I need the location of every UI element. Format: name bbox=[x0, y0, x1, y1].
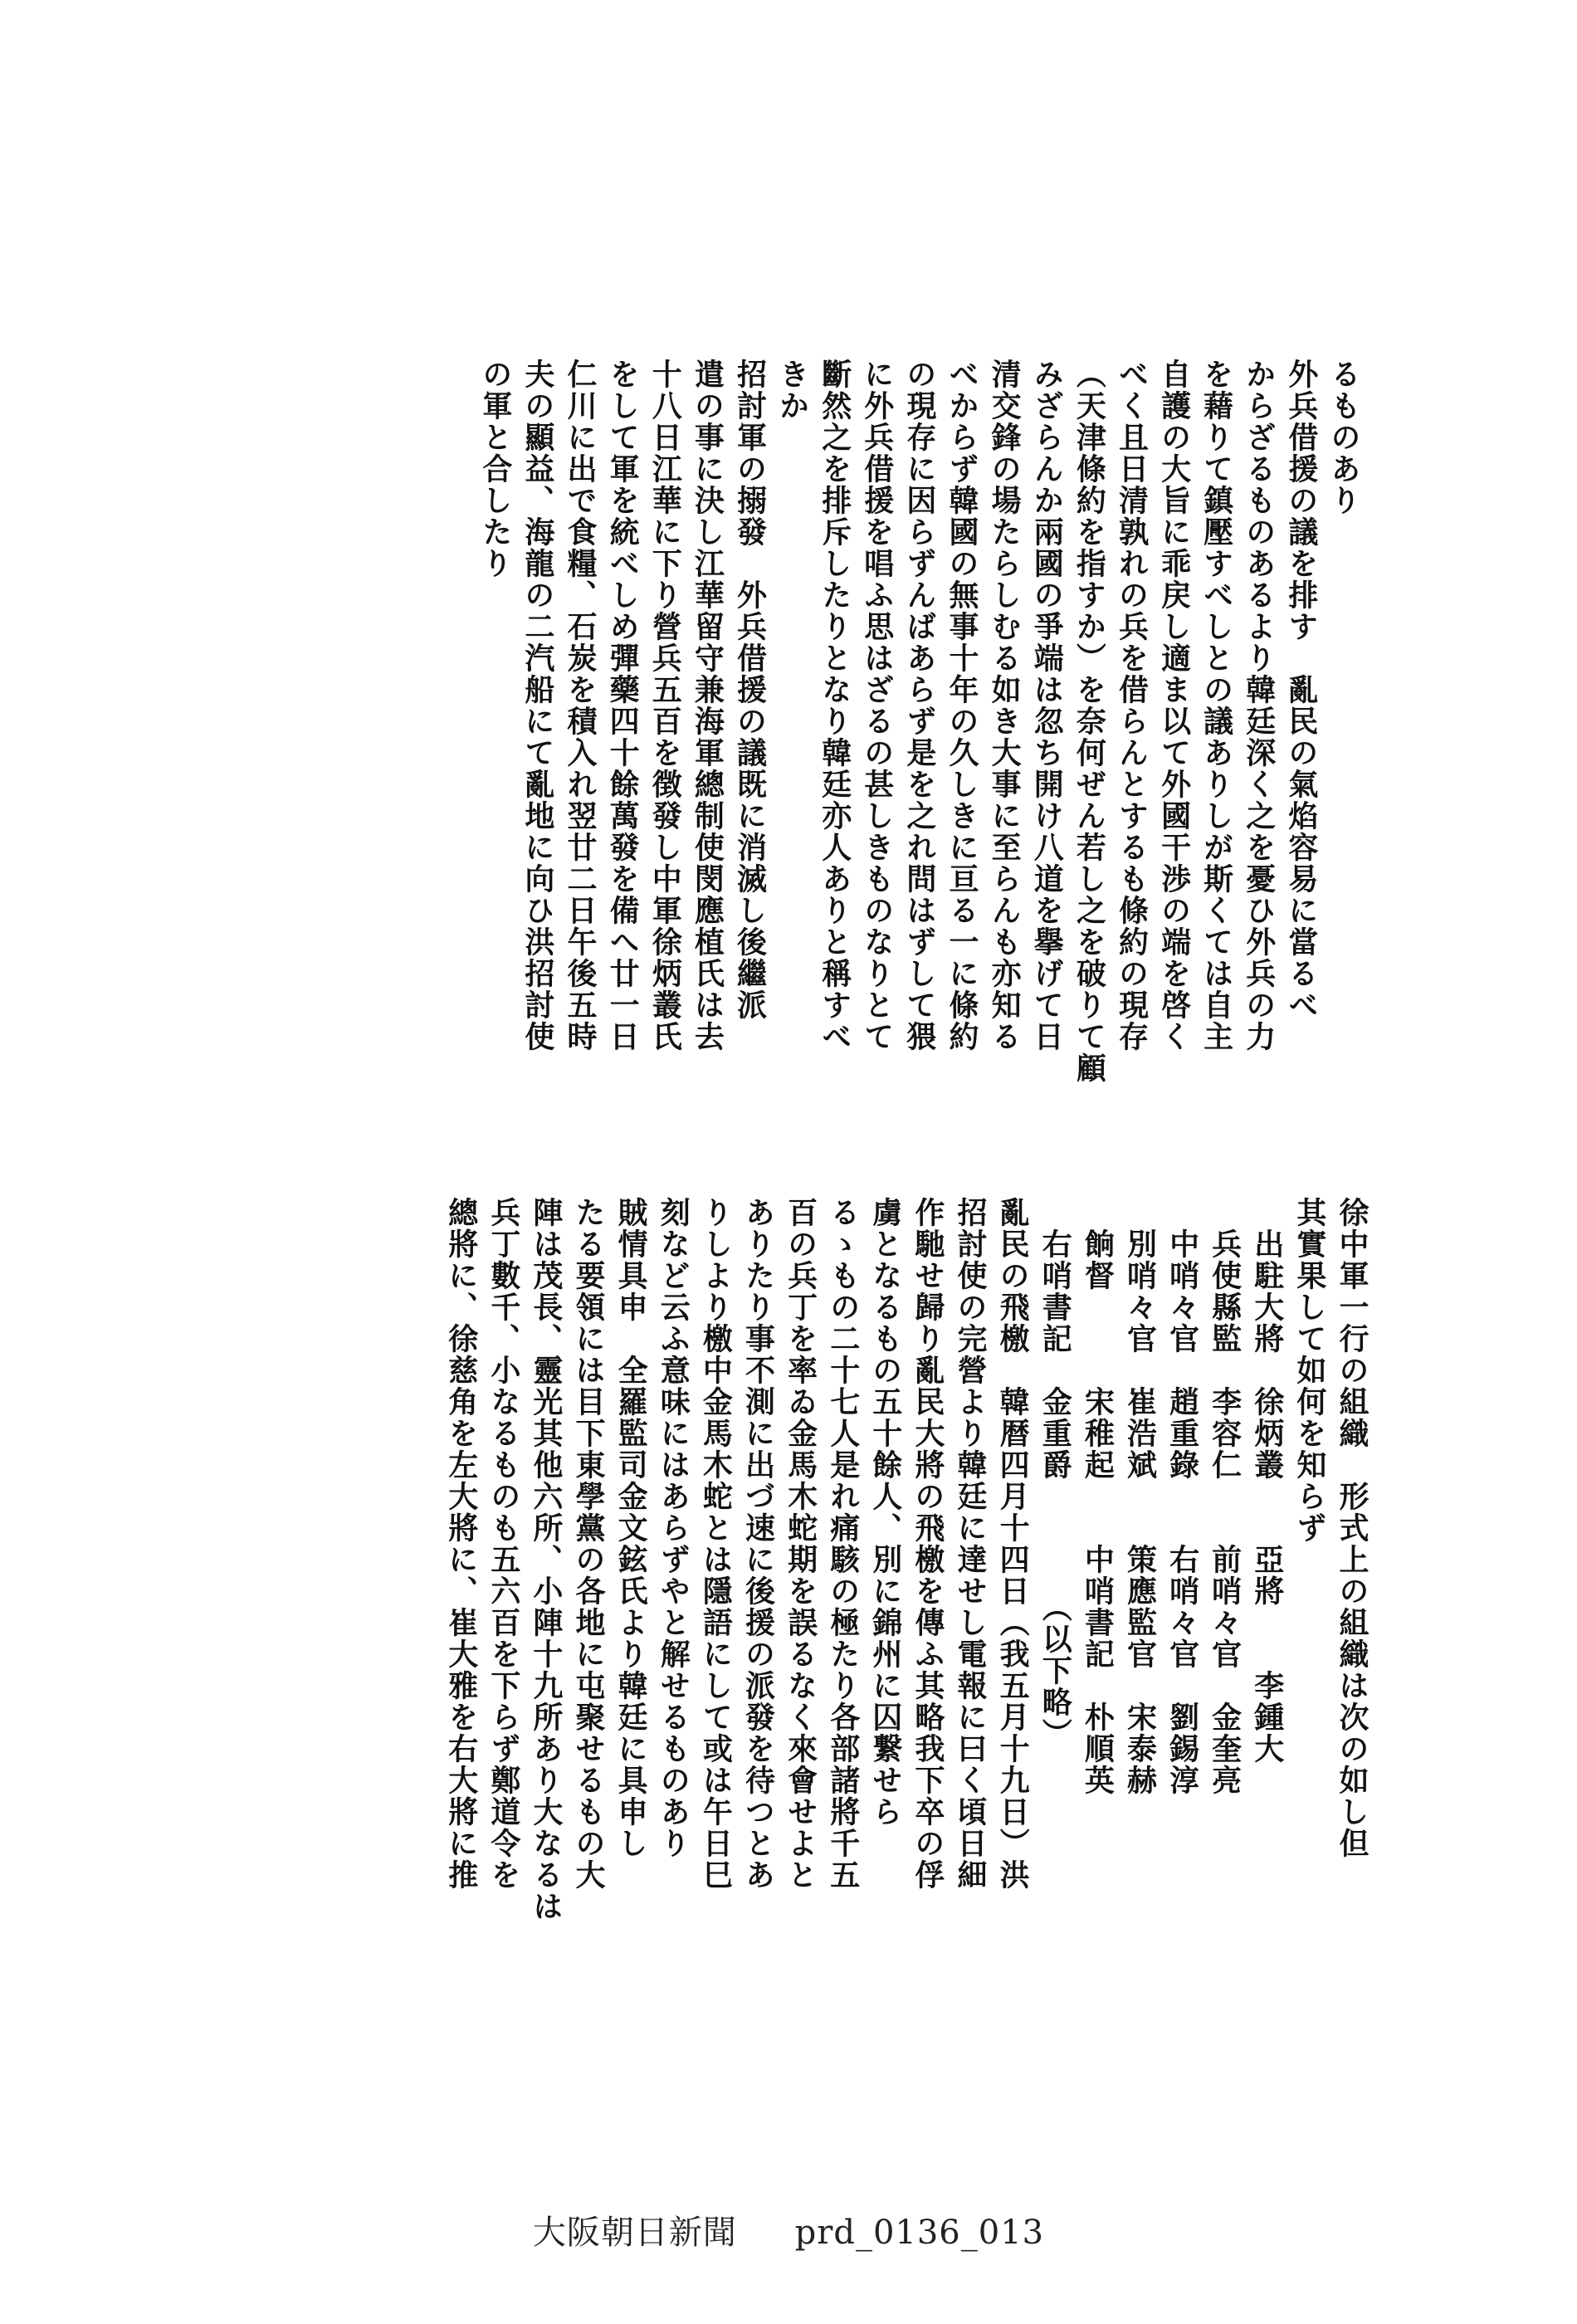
text-column: を藉りて鎮壓すべしとの議ありしが斯くては自主 bbox=[1199, 359, 1234, 1052]
text-column: るものあり bbox=[1326, 359, 1361, 516]
text-column: からざるものあるより韓廷深く之を憂ひ外兵の力 bbox=[1241, 359, 1277, 1052]
text-column: たる要領には目下東學黨の各地に屯聚せるもの大 bbox=[571, 1197, 607, 1891]
text-column: 出駐大將 徐炳叢 亞將 李鍾大 bbox=[1249, 1197, 1285, 1765]
text-column: 兵丁數千、小なるものも五六百を下らず鄭道令を bbox=[486, 1197, 521, 1891]
text-column: 外兵借援の議を排す 亂民の氣焰容易に當るべ bbox=[1283, 359, 1319, 1021]
text-column: 右哨書記 金重爵 （以下略） bbox=[1038, 1197, 1073, 1750]
text-column: みざらんか兩國の爭端は忽ち開け八道を擧げて日 bbox=[1029, 359, 1065, 1052]
text-column: 夫の顯益、海龍の二汽船にて亂地に向ひ洪招討使 bbox=[520, 359, 555, 1052]
text-column: の軍と合したり bbox=[477, 359, 513, 579]
text-column: 斷然之を排斥したりとなり韓廷亦人ありと稱すべ bbox=[817, 359, 852, 1052]
text-column: べからず韓國の無事十年の久しきに亘る一に條約 bbox=[945, 359, 980, 1052]
text-column: の現存に因らずんばあらず是を之れ問はずして猥 bbox=[901, 359, 937, 1052]
text-column: （天津條約を指すか）を奈何ぜん若し之を破りて顧 bbox=[1072, 359, 1107, 1084]
text-column: をして軍を統べしめ彈藥四十餘萬發を備へ廿一日 bbox=[605, 359, 641, 1052]
text-column: 徐中軍一行の組織 形式上の組織は次の如し但 bbox=[1335, 1197, 1370, 1859]
text-column: 招討軍の搦發 外兵借援の議既に消滅し後繼派 bbox=[732, 359, 768, 1021]
text-column: 百の兵丁を率ゐ金馬木蛇期を誤るなく來會せよと bbox=[783, 1197, 818, 1891]
text-column: 仁川に出で食糧、石炭を積入れ翌廿二日午後五時 bbox=[563, 359, 598, 1052]
page-footer bbox=[0, 2206, 1577, 2253]
text-column: きか bbox=[774, 359, 810, 422]
text-column: 虜となるもの五十餘人、別に錦州に囚繋せら bbox=[867, 1197, 903, 1828]
text-column: 招討使の完營より韓廷に達せし電報に曰く頃日細 bbox=[953, 1197, 989, 1891]
text-column: 遣の事に決し江華留守兼海軍總制使閔應植氏は去 bbox=[690, 359, 725, 1052]
footer-id: prd_0136_013 bbox=[794, 2214, 1045, 2252]
article-bottom-block bbox=[206, 1197, 1373, 2019]
text-column: 其實果して如何を知らず bbox=[1291, 1197, 1327, 1544]
text-column: 自護の大旨に乖戻し適ま以て外國干渉の端を啓く bbox=[1156, 359, 1192, 1052]
text-column: 兵使縣監 李容仁 前哨々官 金奎亮 bbox=[1207, 1197, 1243, 1796]
text-column: 賊情具申 全羅監司金文鉉氏より韓廷に具申し bbox=[613, 1197, 649, 1859]
text-column: 餉督 宋稚起 中哨書記 朴順英 bbox=[1080, 1197, 1116, 1796]
text-column: べく且日清孰れの兵を借らんとするも條約の現存 bbox=[1114, 359, 1150, 1052]
text-column: 十八日江華に下り營兵五百を徴發し中軍徐炳叢氏 bbox=[647, 359, 683, 1052]
text-column: 清交鋒の場たらしむる如き大事に至らんも亦知る bbox=[987, 359, 1023, 1052]
article-top-block bbox=[219, 359, 1365, 1139]
text-column: に外兵借援を唱ふ思はざるの甚しきものなりとて bbox=[859, 359, 895, 1052]
text-column: 陣は茂長、靈光其他六所、小陣十九所あり大なるは bbox=[528, 1197, 564, 1922]
text-column: るゝもの二十七人是れ痛駭の極たり各部諸將千五 bbox=[825, 1197, 861, 1891]
text-column: 別哨々官 崔浩斌 策應監官 宋泰赫 bbox=[1122, 1197, 1158, 1796]
text-column: りしより檄中金馬木蛇とは隱語にして或は午日巳 bbox=[698, 1197, 734, 1891]
footer-source: 大阪朝日新聞 bbox=[532, 2214, 737, 2252]
text-column: 總將に、徐慈角を左大將に、崔大雅を右大將に推 bbox=[443, 1197, 479, 1891]
text-column: 作馳せ歸り亂民大將の飛檄を傳ふ其略我下卒の俘 bbox=[910, 1197, 945, 1891]
text-column: 中哨々官 趙重錄 右哨々官 劉錫淳 bbox=[1164, 1197, 1200, 1796]
text-column: 亂民の飛檄 韓暦四月十四日（我五月十九日）洪 bbox=[995, 1197, 1031, 1891]
text-column: 刻など云ふ意味にはあらずやと解せるものあり bbox=[656, 1197, 691, 1859]
text-column: ありたり事不測に出づ速に後援の派發を待つとあ bbox=[740, 1197, 776, 1891]
